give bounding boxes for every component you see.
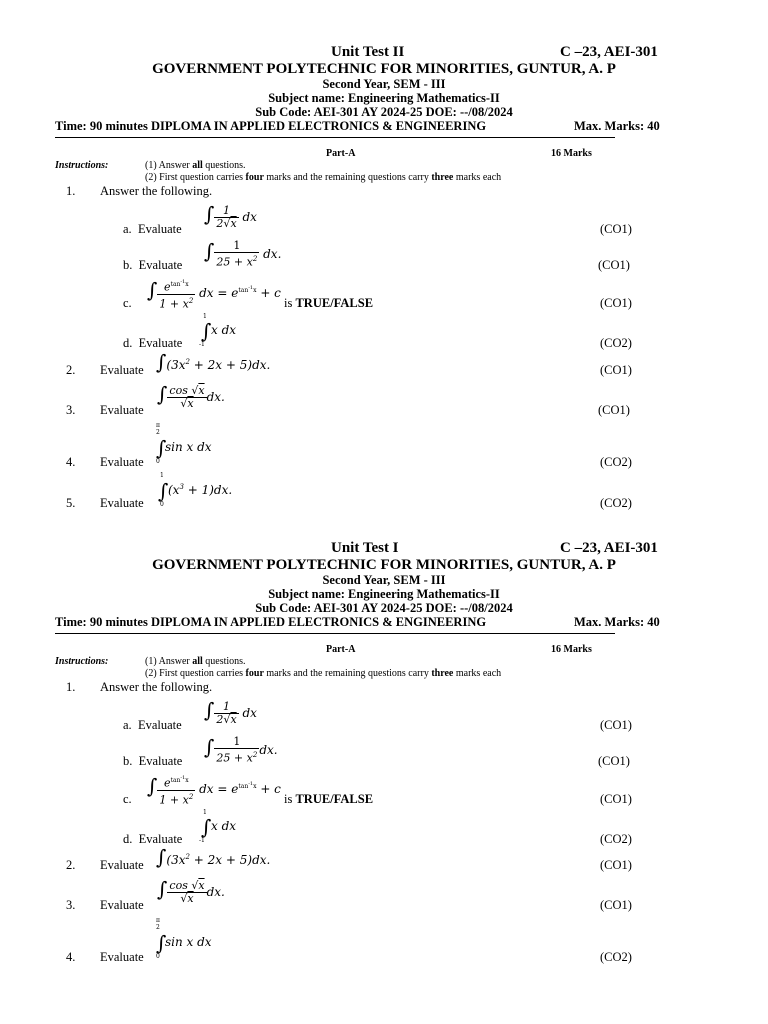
instructions-label: Instructions: bbox=[55, 160, 109, 171]
sub-code-line: Sub Code: AEI-301 AY 2024-25 DOE: --/08/2024 bbox=[255, 601, 513, 615]
q5-co: (CO2) bbox=[600, 496, 632, 510]
part-label: Part-A bbox=[326, 644, 356, 655]
subject-name: Subject name: Engineering Mathematics-II bbox=[268, 587, 500, 601]
q1b-expression: ∫ $\frac{1}{25 + x^2}$ dx. bbox=[204, 239, 282, 269]
q1c-co: (CO1) bbox=[600, 296, 632, 310]
sub-code-line: Sub Code: AEI-301 AY 2024-25 DOE: --/08/2024 bbox=[255, 105, 513, 119]
question-2-number: 2. bbox=[66, 858, 76, 872]
question-4-number: 4. bbox=[66, 455, 76, 469]
paper-code: C –23, AEI-301 bbox=[560, 540, 658, 556]
year-sem: Second Year, SEM - III bbox=[322, 77, 446, 91]
time-line: Time: 90 minutes DIPLOMA IN APPLIED ELECTRONICS & ENGINEERING bbox=[55, 119, 487, 133]
q1a-label: a. Evaluate bbox=[123, 718, 182, 732]
q1c-expression: ∫ $\frac{e^{tan^{-1}x}}{1 + x^2}$ dx = $e^{tan^{-1}x} + c$ bbox=[147, 277, 281, 311]
question-1-text: Answer the following. bbox=[100, 184, 213, 198]
part-marks: 16 Marks bbox=[551, 644, 592, 655]
header-divider bbox=[55, 633, 615, 634]
instruction-1: (1) Answer all questions. bbox=[145, 160, 246, 171]
q1b-expression: ∫ $\frac{1}{25 + x^2}$ dx. bbox=[204, 735, 278, 765]
q2-expression: $\int(3x^2 + 2x + 5)dx$. bbox=[156, 350, 271, 374]
test-title: Unit Test I bbox=[331, 540, 399, 556]
q1a-co: (CO1) bbox=[600, 718, 632, 732]
time-line: Time: 90 minutes DIPLOMA IN APPLIED ELECTRONICS & ENGINEERING bbox=[55, 615, 487, 629]
q3-expression: ∫ $\frac{\cos √x}{√x}$ dx. bbox=[157, 877, 225, 905]
q1c-true-false: is TRUE/FALSE bbox=[284, 296, 374, 310]
q1c-expression: ∫ $\frac{e^{tan^{-1}x}}{1 + x^2}$ dx = $e^{tan^{-1}x} + c$ bbox=[147, 773, 281, 807]
part-label: Part-A bbox=[326, 148, 356, 159]
q4-co: (CO2) bbox=[600, 950, 632, 964]
q3-co: (CO1) bbox=[598, 403, 630, 417]
q1d-label: d. Evaluate bbox=[123, 336, 183, 350]
subject-name: Subject name: Engineering Mathematics-II bbox=[268, 91, 500, 105]
q1d-co: (CO2) bbox=[600, 832, 632, 846]
college-name: GOVERNMENT POLYTECHNIC FOR MINORITIES, GUNTUR, A. P bbox=[152, 61, 616, 77]
question-4-evaluate: Evaluate bbox=[100, 950, 144, 964]
q1c-label: c. bbox=[123, 296, 132, 310]
max-marks: Max. Marks: 40 bbox=[574, 615, 660, 629]
question-3-number: 3. bbox=[66, 898, 76, 912]
instruction-2: (2) First question carries four marks and the remaining questions carry three marks each bbox=[145, 668, 502, 679]
q1b-co: (CO1) bbox=[598, 258, 630, 272]
q4-co: (CO2) bbox=[600, 455, 632, 469]
q2-co: (CO1) bbox=[600, 858, 632, 872]
question-4-evaluate: Evaluate bbox=[100, 455, 144, 469]
q1a-co: (CO1) bbox=[600, 222, 632, 236]
q1d-label: d. Evaluate bbox=[123, 832, 183, 846]
test-title: Unit Test II bbox=[331, 44, 405, 60]
question-2-evaluate: Evaluate bbox=[100, 363, 144, 377]
question-4-number: 4. bbox=[66, 950, 76, 964]
q1b-co: (CO1) bbox=[598, 754, 630, 768]
q2-expression: $\int(3x^2 + 2x + 5)dx$. bbox=[156, 845, 271, 869]
q1c-co: (CO1) bbox=[600, 792, 632, 806]
q1b-label: b. Evaluate bbox=[123, 258, 183, 272]
q1c-label: c. bbox=[123, 792, 132, 806]
q3-co: (CO1) bbox=[600, 898, 632, 912]
q3-expression: ∫ $\frac{\cos √x}{√x}$ dx. bbox=[157, 382, 225, 410]
question-1-text: Answer the following. bbox=[100, 680, 213, 694]
header-divider bbox=[55, 137, 615, 138]
paper-code: C –23, AEI-301 bbox=[560, 44, 658, 60]
part-marks: 16 Marks bbox=[551, 148, 592, 159]
question-3-evaluate: Evaluate bbox=[100, 898, 144, 912]
question-1-number: 1. bbox=[66, 184, 76, 198]
question-3-evaluate: Evaluate bbox=[100, 403, 144, 417]
instructions-label: Instructions: bbox=[55, 656, 109, 667]
question-2-evaluate: Evaluate bbox=[100, 858, 144, 872]
question-2-number: 2. bbox=[66, 363, 76, 377]
question-1-number: 1. bbox=[66, 680, 76, 694]
year-sem: Second Year, SEM - III bbox=[322, 573, 446, 587]
q1a-expression: ∫ $\frac{1}{2√x}$ dx bbox=[204, 698, 257, 726]
college-name: GOVERNMENT POLYTECHNIC FOR MINORITIES, GUNTUR, A. P bbox=[152, 557, 616, 573]
question-5-number: 5. bbox=[66, 496, 76, 510]
instruction-1: (1) Answer all questions. bbox=[145, 656, 246, 667]
q2-co: (CO1) bbox=[600, 363, 632, 377]
q1c-true-false: is TRUE/FALSE bbox=[284, 792, 374, 806]
q1a-label: a. Evaluate bbox=[123, 222, 182, 236]
q1b-label: b. Evaluate bbox=[123, 754, 183, 768]
question-5-evaluate: Evaluate bbox=[100, 496, 144, 510]
q1a-expression: ∫ $\frac{1}{2√x}$ dx bbox=[204, 202, 257, 230]
question-3-number: 3. bbox=[66, 403, 76, 417]
instruction-2: (2) First question carries four marks and the remaining questions carry three marks each bbox=[145, 172, 502, 183]
max-marks: Max. Marks: 40 bbox=[574, 119, 660, 133]
q1d-co: (CO2) bbox=[600, 336, 632, 350]
